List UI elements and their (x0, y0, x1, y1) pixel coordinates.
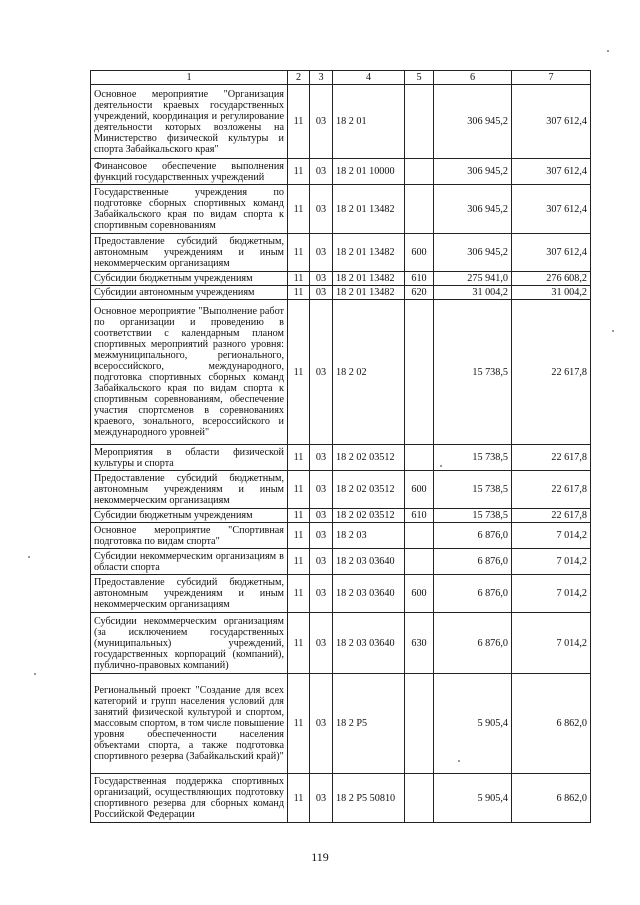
row-amount-year2-cell: 7 014,2 (512, 575, 591, 613)
row-section-cell: 11 (288, 300, 310, 445)
row-amount-year1-cell: 5 905,4 (434, 674, 512, 774)
row-target-article-cell: 18 2 02 03512 (333, 471, 405, 509)
row-expense-type-cell (405, 185, 434, 234)
row-amount-year1-cell: 306 945,2 (434, 185, 512, 234)
row-section-cell: 11 (288, 234, 310, 272)
row-amount-year2-cell: 276 608,2 (512, 272, 591, 286)
row-expense-type-cell (405, 774, 434, 823)
row-target-article-cell: 18 2 03 03640 (333, 549, 405, 575)
row-section-cell: 11 (288, 523, 310, 549)
row-section-cell: 11 (288, 549, 310, 575)
row-amount-year2-cell: 7 014,2 (512, 549, 591, 575)
row-section-cell: 11 (288, 445, 310, 471)
row-target-article-cell: 18 2 02 (333, 300, 405, 445)
row-target-article-cell: 18 2 01 (333, 85, 405, 159)
scan-speck (440, 465, 442, 467)
row-name-cell: Государственные учреждения по подготовке сборных спортивных команд Забайкальского края по видам спорта к спортивным соревнованиям (91, 185, 288, 234)
row-amount-year1-cell: 306 945,2 (434, 234, 512, 272)
page-number: 119 (311, 850, 329, 864)
row-name-cell: Государственная поддержка спортивных организаций, осуществляющих подготовку спортивного резерва для сборных команд Российской Федерации (91, 774, 288, 823)
row-expense-type-cell: 600 (405, 471, 434, 509)
table-row (91, 185, 591, 234)
row-section-cell: 11 (288, 674, 310, 774)
row-section-cell: 11 (288, 575, 310, 613)
table-row (91, 471, 591, 509)
row-amount-year2-cell: 7 014,2 (512, 523, 591, 549)
row-name-cell: Субсидии бюджетным учреждениям (91, 509, 288, 523)
table-row (91, 85, 591, 159)
row-amount-year2-cell: 22 617,8 (512, 300, 591, 445)
row-name-cell: Предоставление субсидий бюджетным, автономным учреждениям и иным некоммерческим организациям (91, 471, 288, 509)
row-subsection-cell: 03 (310, 272, 333, 286)
row-expense-type-cell (405, 85, 434, 159)
row-expense-type-cell (405, 159, 434, 185)
row-expense-type-cell: 630 (405, 613, 434, 674)
row-expense-type-cell: 620 (405, 286, 434, 300)
row-amount-year1-cell: 15 738,5 (434, 445, 512, 471)
row-section-cell: 11 (288, 85, 310, 159)
row-section-cell: 11 (288, 159, 310, 185)
row-name-cell: Субсидии автономным учреждениям (91, 286, 288, 300)
row-name-cell: Финансовое обеспечение выполнения функций государственных учреждений (91, 159, 288, 185)
column-header: 1 (91, 71, 288, 85)
row-name-cell: Субсидии бюджетным учреждениям (91, 272, 288, 286)
scan-speck (607, 50, 609, 52)
row-amount-year1-cell: 6 876,0 (434, 523, 512, 549)
row-amount-year1-cell: 15 738,5 (434, 509, 512, 523)
column-header: 7 (512, 71, 591, 85)
row-target-article-cell: 18 2 P5 (333, 674, 405, 774)
row-name-cell: Субсидии некоммерческим организациям (за исключением государственных (муниципальных) учреждений, государственных корпораций (компаний), публично-правовых компаний) (91, 613, 288, 674)
row-target-article-cell: 18 2 01 13482 (333, 286, 405, 300)
row-expense-type-cell (405, 300, 434, 445)
row-target-article-cell: 18 2 P5 50810 (333, 774, 405, 823)
row-subsection-cell: 03 (310, 523, 333, 549)
row-amount-year1-cell: 6 876,0 (434, 575, 512, 613)
row-amount-year2-cell: 7 014,2 (512, 613, 591, 674)
row-target-article-cell: 18 2 03 03640 (333, 575, 405, 613)
row-name-cell: Основное мероприятие "Выполнение работ по организации и проведению в соответствии с календарным планом спортивных мероприятий разного уровня: межмуниципального, регионального, всероссийского, международного, подготовка спортивных сборных команд Забайкальского края по видам спорта к спортивным соревнованиям, обеспечение участия спортсменов в соревнованиях краевого, зонального, всероссийского и международного уровней" (91, 300, 288, 445)
table-row (91, 286, 591, 300)
column-header: 6 (434, 71, 512, 85)
row-expense-type-cell (405, 523, 434, 549)
row-subsection-cell: 03 (310, 509, 333, 523)
row-amount-year1-cell: 6 876,0 (434, 549, 512, 575)
table-row (91, 159, 591, 185)
row-target-article-cell: 18 2 01 13482 (333, 234, 405, 272)
column-header: 2 (288, 71, 310, 85)
table-row (91, 509, 591, 523)
row-subsection-cell: 03 (310, 774, 333, 823)
row-subsection-cell: 03 (310, 286, 333, 300)
row-section-cell: 11 (288, 286, 310, 300)
scan-speck (34, 673, 36, 675)
row-target-article-cell: 18 2 03 (333, 523, 405, 549)
row-amount-year1-cell: 5 905,4 (434, 774, 512, 823)
scan-speck (458, 760, 460, 762)
row-amount-year2-cell: 307 612,4 (512, 85, 591, 159)
row-amount-year2-cell: 307 612,4 (512, 159, 591, 185)
row-expense-type-cell (405, 549, 434, 575)
row-name-cell: Основное мероприятие "Спортивная подготовка по видам спорта" (91, 523, 288, 549)
table-row (91, 300, 591, 445)
table-row (91, 272, 591, 286)
row-subsection-cell: 03 (310, 575, 333, 613)
row-target-article-cell: 18 2 01 13482 (333, 185, 405, 234)
row-name-cell: Мероприятия в области физической культуры и спорта (91, 445, 288, 471)
row-amount-year1-cell: 306 945,2 (434, 159, 512, 185)
row-section-cell: 11 (288, 272, 310, 286)
table-header-row (91, 71, 591, 85)
row-amount-year2-cell: 6 862,0 (512, 674, 591, 774)
column-header: 5 (405, 71, 434, 85)
row-subsection-cell: 03 (310, 549, 333, 575)
row-subsection-cell: 03 (310, 159, 333, 185)
table-row (91, 674, 591, 774)
scan-speck (28, 556, 30, 558)
row-expense-type-cell (405, 445, 434, 471)
row-section-cell: 11 (288, 613, 310, 674)
row-amount-year2-cell: 22 617,8 (512, 471, 591, 509)
table-row (91, 523, 591, 549)
table-row (91, 549, 591, 575)
row-name-cell: Региональный проект "Создание для всех категорий и групп населения условий для занятий физической культурой и спортом, массовым спортом, в том числе повышение уровня обеспеченности населения объектами спорта, а также подготовка спортивного резерва (Забайкальский край)" (91, 674, 288, 774)
row-amount-year1-cell: 31 004,2 (434, 286, 512, 300)
table-row (91, 234, 591, 272)
row-subsection-cell: 03 (310, 445, 333, 471)
row-section-cell: 11 (288, 471, 310, 509)
row-subsection-cell: 03 (310, 234, 333, 272)
table-row (91, 774, 591, 823)
row-amount-year1-cell: 6 876,0 (434, 613, 512, 674)
row-amount-year2-cell: 307 612,4 (512, 185, 591, 234)
row-expense-type-cell: 600 (405, 234, 434, 272)
row-subsection-cell: 03 (310, 613, 333, 674)
row-expense-type-cell: 610 (405, 272, 434, 286)
row-subsection-cell: 03 (310, 185, 333, 234)
row-section-cell: 11 (288, 774, 310, 823)
row-expense-type-cell: 600 (405, 575, 434, 613)
row-amount-year2-cell: 31 004,2 (512, 286, 591, 300)
row-subsection-cell: 03 (310, 85, 333, 159)
row-amount-year2-cell: 307 612,4 (512, 234, 591, 272)
row-target-article-cell: 18 2 01 13482 (333, 272, 405, 286)
row-amount-year2-cell: 22 617,8 (512, 509, 591, 523)
row-expense-type-cell: 610 (405, 509, 434, 523)
budget-table (90, 70, 591, 823)
table-row (91, 445, 591, 471)
row-amount-year1-cell: 275 941,0 (434, 272, 512, 286)
row-section-cell: 11 (288, 185, 310, 234)
row-amount-year1-cell: 306 945,2 (434, 85, 512, 159)
row-section-cell: 11 (288, 509, 310, 523)
row-amount-year2-cell: 6 862,0 (512, 774, 591, 823)
row-target-article-cell: 18 2 01 10000 (333, 159, 405, 185)
row-subsection-cell: 03 (310, 674, 333, 774)
row-amount-year2-cell: 22 617,8 (512, 445, 591, 471)
row-name-cell: Предоставление субсидий бюджетным, автономным учреждениям и иным некоммерческим организациям (91, 234, 288, 272)
row-name-cell: Предоставление субсидий бюджетным, автономным учреждениям и иным некоммерческим организациям (91, 575, 288, 613)
row-amount-year1-cell: 15 738,5 (434, 300, 512, 445)
table-row (91, 575, 591, 613)
row-subsection-cell: 03 (310, 471, 333, 509)
row-name-cell: Основное мероприятие "Организация деятельности краевых государственных учреждений, координация и регулирование деятельности которых возложены на Министерство физической культуры и спорта Забайкальского края" (91, 85, 288, 159)
row-expense-type-cell (405, 674, 434, 774)
row-target-article-cell: 18 2 02 03512 (333, 509, 405, 523)
scan-speck (612, 330, 614, 332)
row-amount-year1-cell: 15 738,5 (434, 471, 512, 509)
row-name-cell: Субсидии некоммерческим организациям в области спорта (91, 549, 288, 575)
row-target-article-cell: 18 2 03 03640 (333, 613, 405, 674)
column-header: 4 (333, 71, 405, 85)
row-subsection-cell: 03 (310, 300, 333, 445)
column-header: 3 (310, 71, 333, 85)
table-row (91, 613, 591, 674)
row-target-article-cell: 18 2 02 03512 (333, 445, 405, 471)
